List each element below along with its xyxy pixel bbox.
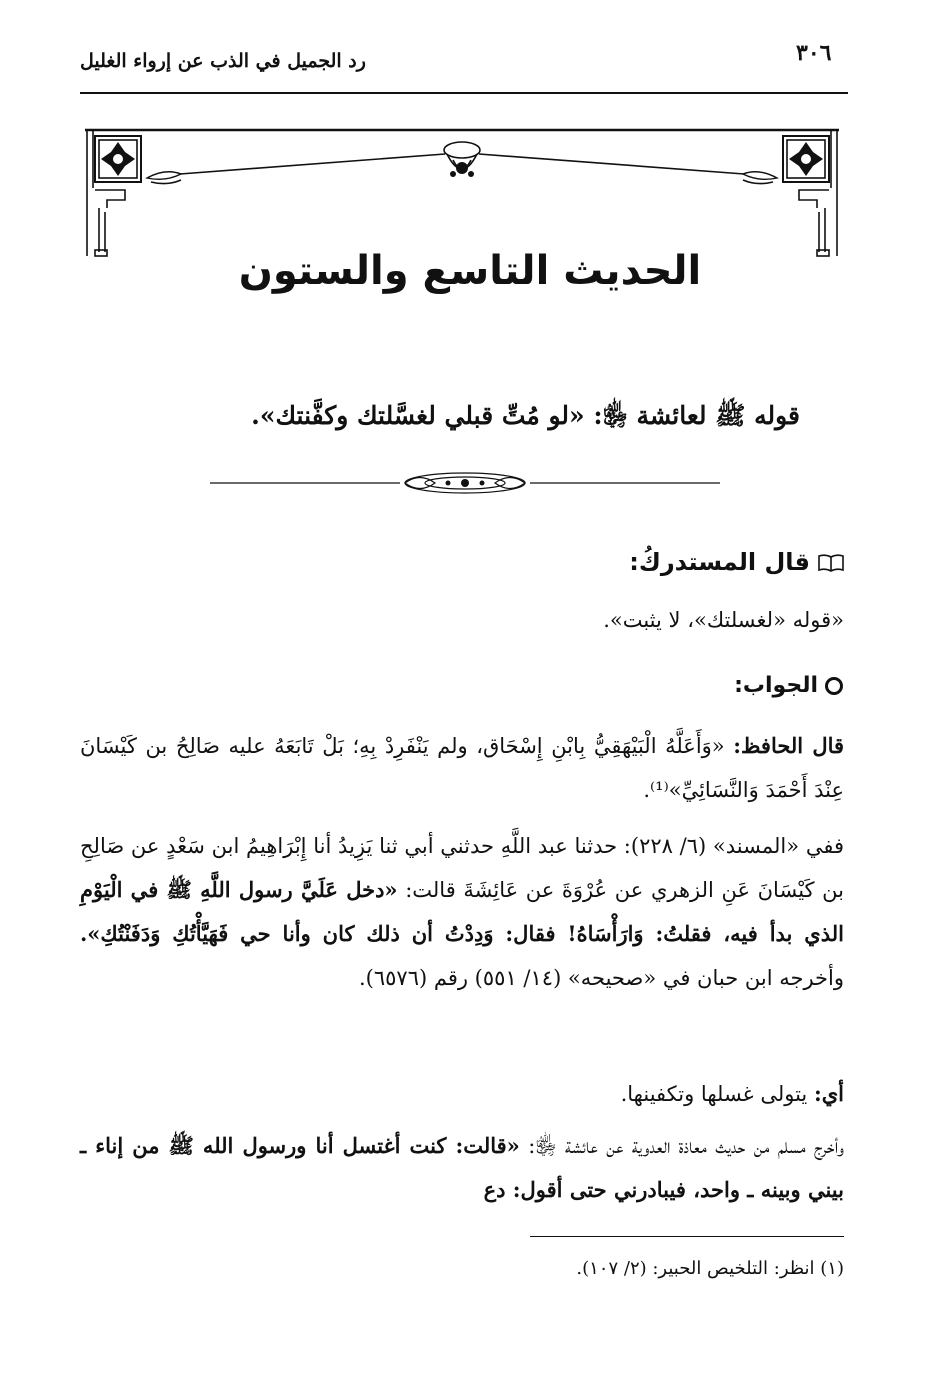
hafiz-label: قال الحافظ: [733, 733, 845, 758]
musnad-chain: ففي «المسند» (٦/ ٢٢٨): حدثنا عبد اللَّهِ حدثني أبي ثنا يَزِيدُ أنا إِبْرَاهِيمُ ابن سَعْدٍ عن صَالِحِ بن كَيْسَانَ عَنِ الزهري عن عُرْوَةَ عن عَائِشَةَ قالت: [80, 834, 844, 902]
book-icon [818, 554, 844, 572]
chapter-title: الحديث التاسع والستون [238, 248, 702, 294]
divider-ornament-icon [210, 470, 720, 496]
mustadrik-claim: «قوله «لغسلتك»، لا يثبت». [603, 608, 844, 632]
footnote-marker: (١) [820, 1258, 844, 1279]
header-rule [80, 92, 848, 94]
paragraph-muslim [80, 1124, 844, 1212]
footnote-1 [400, 1258, 844, 1279]
footnote-rule [530, 1236, 844, 1237]
hadith-text: قوله ﷺ لعائشة ﵂: «لو مُتِّ قبلي لغسَّلتك وكفَّنتك». [251, 401, 800, 430]
circle-icon [824, 676, 844, 696]
running-title: رد الجميل في الذب عن إرواء الغليل [80, 50, 366, 72]
mustadrik-heading-label: قال المستدركُ: [629, 548, 810, 576]
muslim-quote: «قالت: كنت أغتسل أنا ورسول الله ﷺ من إناء ـ بيني وبينه ـ واحد، فيبادرني حتى أقول: دع [80, 1133, 844, 1202]
frame-ornament-icon [85, 128, 839, 260]
mustadrik-heading [460, 548, 844, 576]
paragraph-meaning [80, 1072, 844, 1116]
meaning-text: يتولى غسلها وتكفينها. [620, 1082, 808, 1106]
paragraph-hafiz [80, 724, 844, 812]
musnad-quote: «دخل عَلَيَّ رسول اللَّهِ ﷺ في الْيَوْمِ الذي بدأ فيه، فقلتُ: وَارَأْسَاهُ! فقال: وَدِدْتُ أن ذلك كان وأنا حي فَهَيَّأْتُكِ وَدَفَنْتُكِ». [80, 877, 844, 946]
meaning-label: أي: [813, 1081, 844, 1106]
musnad-tail: وأخرجه ابن حبان في «صحيحه» (١٤/ ٥٥١) رقم (٦٥٧٦). [358, 966, 844, 990]
answer-heading [560, 673, 844, 698]
paragraph-musnad [80, 824, 844, 1000]
muslim-intro: وأخرج مسلم من حديث معاذة العدوية عن عائشة ﵂: [528, 1134, 844, 1158]
page-number: ٣٠٦ [796, 40, 832, 66]
footnote-text: انظر: التلخيص الحبير: (٢/ ١٠٧). [576, 1258, 815, 1279]
answer-heading-label: الجواب: [734, 673, 818, 698]
hafiz-quote: «وَأَعَلَّهُ الْبَيْهَقِيُّ بِابْنِ إِسْحَاق، ولم يَنْفَرِدْ بِهِ؛ بَلْ تَابَعَهُ عليه صَالِحُ بن كَيْسَانَ عِنْدَ أَحْمَدَ وَالنَّسَائِيِّ»⁽¹⁾. [80, 734, 844, 802]
